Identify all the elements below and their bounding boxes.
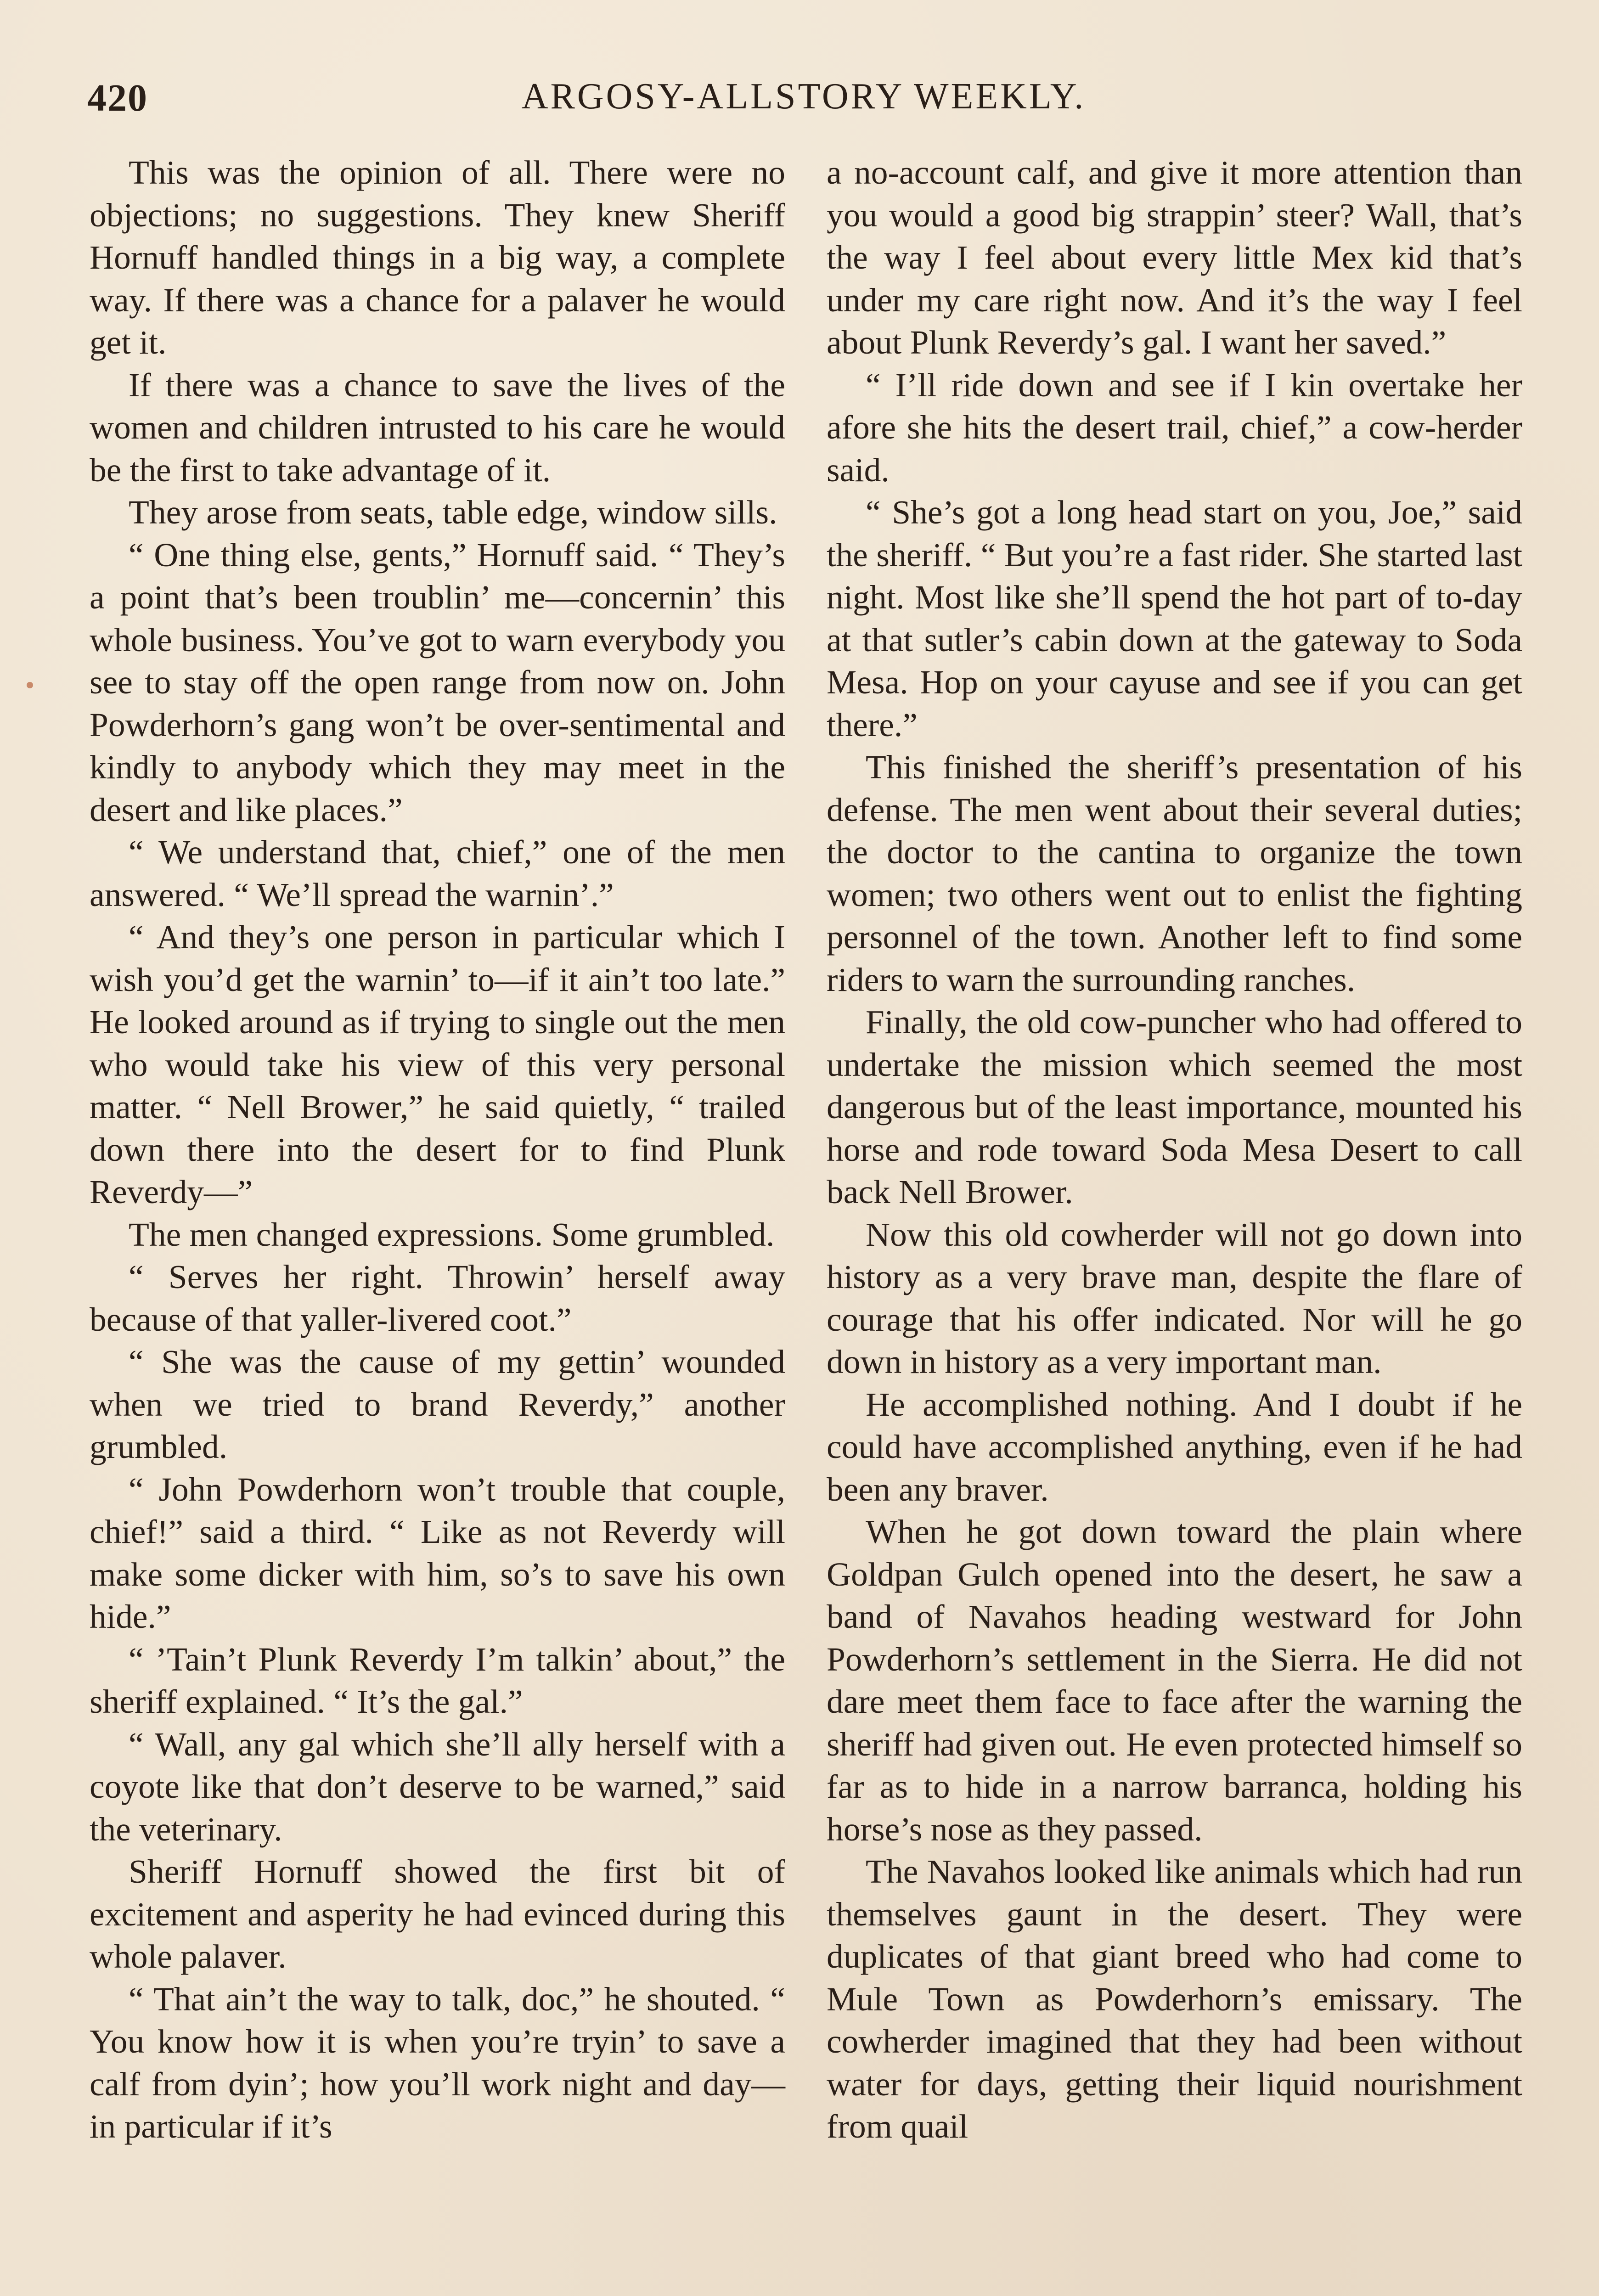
journal-title: ARGOSY-ALLSTORY WEEKLY.	[521, 76, 1086, 117]
paragraph: “ One thing else, gents,” Hornuff said. “ They’s a point that’s been troublin’ me—concernin’ this whole business. You’ve got to warn everybody you see to stay off the open range from now on. John Powderhorn’s gang won’t be over-sentimental and kindly to anybody which they may meet in the desert and like places.”	[90, 536, 785, 828]
paragraph: He accomplished nothing. And I doubt if he could have accomplished anything, even if he had been any braver.	[827, 1385, 1522, 1508]
paragraph: “ ’Tain’t Plunk Reverdy I’m talkin’ about,” the sheriff explained. “ It’s the gal.”	[90, 1640, 785, 1720]
running-head	[87, 76, 1520, 126]
paragraph: “ We understand that, chief,” one of the men answered. “ We’ll spread the warnin’.”	[90, 833, 785, 913]
paragraph: “ And they’s one person in particular which I wish you’d get the warnin’ to—if it ain’t too late.” He looked around as if trying to single out the men who would take his view of this very personal matter. “ Nell Brower,” he said quietly, “ trailed down there into the desert for to find Plunk Reverdy—”	[90, 918, 785, 1210]
paragraph: “ John Powderhorn won’t trouble that couple, chief!” said a third. “ Like as not Reverdy will make some dicker with him, so’s to save his own hide.”	[90, 1470, 785, 1635]
page-number: 420	[87, 77, 148, 119]
paragraph: The Navahos looked like animals which had run themselves gaunt in the desert. They were duplicates of that giant breed who had come to Mule Town as Powderhorn’s emissary. The cowherder imagined that they had been without water for days, getting their liquid nourishment from quail	[827, 1853, 1522, 2145]
paragraph: Finally, the old cow-puncher who had offered to undertake the mission which seemed the most dangerous but of the least importance, mounted his horse and rode toward Soda Mesa Desert to call back Nell Brower.	[827, 1003, 1522, 1210]
paragraph: “ She was the cause of my gettin’ wounded when we tried to brand Reverdy,” another grumbled.	[90, 1343, 785, 1465]
paragraph: Sheriff Hornuff showed the first bit of excitement and asperity he had evinced during this whole palaver.	[90, 1853, 785, 1975]
paragraph: “ I’ll ride down and see if I kin overtake her afore she hits the desert trail, chief,” a cow-herder said.	[827, 366, 1522, 489]
paragraph: The men changed expressions. Some grumbled.	[129, 1216, 775, 1253]
left-column	[90, 152, 785, 2148]
paragraph: This was the opinion of all. There were no objections; no suggestions. They knew Sheriff Hornuff handled things in a big way, a complete way. If there was a chance for a palaver he would get it.	[90, 154, 785, 361]
paragraph: “ She’s got a long head start on you, Joe,” said the sheriff. “ But you’re a fast rider. She started last night. Most like she’ll spend the hot part of to-day at that sutler’s cabin down at the gateway to Soda Mesa. Hop on your cayuse and see if you can get there.”	[827, 494, 1522, 743]
paragraph: This finished the sheriff’s presentation of his defense. The men went about their several duties; the doctor to the cantina to organize the town women; two others went out to enlist the fighting personnel of the town. Another left to find some riders to warn the surrounding ranches.	[827, 748, 1522, 998]
paragraph: “ Serves her right. Throwin’ herself away because of that yaller-livered coot.”	[90, 1258, 785, 1338]
paragraph: When he got down toward the plain where Goldpan Gulch opened into the desert, he saw a band of Navahos heading westward for John Powderhorn’s settlement in the Sierra. He did not dare meet them face to face after the warning the sheriff had given out. He even protected himself so far as to hide in a narrow barranca, holding his horse’s nose as they passed.	[827, 1513, 1522, 1848]
right-column	[827, 152, 1522, 2148]
paragraph: “ That ain’t the way to talk, doc,” he shouted. “ You know how it is when you’re tryin’ to save a calf from dyin’; how you’ll work night and day—in particular if it’s	[90, 1980, 785, 2145]
paragraph: Now this old cowherder will not go down into history as a very brave man, despite the flare of courage that his offer indicated. Nor will he go down in history as a very important man.	[827, 1216, 1522, 1380]
paragraph-continued: a no-account calf, and give it more attention than you would a good big strappin’ steer? Wall, that’s the way I feel about every little Mex kid that’s under my care right now. And it’s the way I feel about Plunk Reverdy’s gal. I want her saved.”	[827, 154, 1522, 361]
paragraph: They arose from seats, table edge, window sills.	[129, 494, 777, 531]
paragraph: “ Wall, any gal which she’ll ally herself with a coyote like that don’t deserve to be warned,” said the veterinary.	[90, 1725, 785, 1848]
paragraph: If there was a chance to save the lives of the women and children intrusted to his care he would be the first to take advantage of it.	[90, 366, 785, 489]
paper-speck	[27, 682, 33, 688]
